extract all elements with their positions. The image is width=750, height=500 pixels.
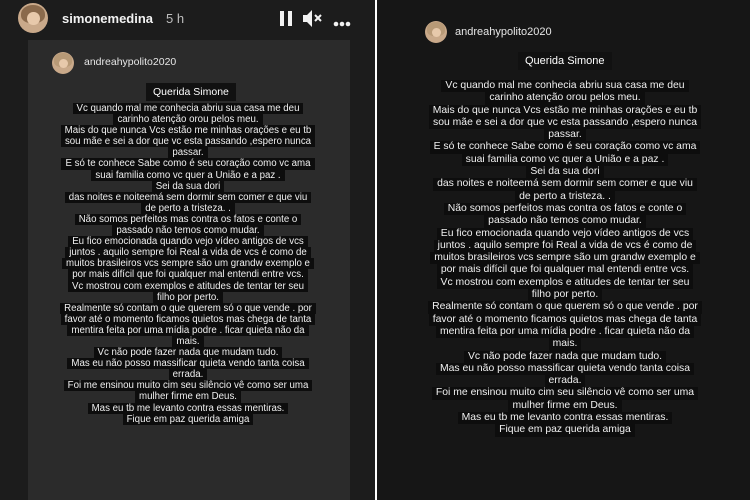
message-line: Mas eu tb me levanto contra essas mentiras.	[88, 403, 289, 414]
message-line: Realmente só contam o que querem só o que vende . por	[428, 301, 702, 313]
message-line: favor até o momento ficamos quietos mas chega de tanta	[61, 314, 316, 325]
message-line: mulher firme em Deus.	[508, 400, 621, 412]
message-line: mulher firme em Deus.	[135, 391, 241, 402]
message-line: sou mãe e sei a dor que vc esta passando ,espero nunca	[61, 136, 315, 147]
message-line: filho por perto.	[528, 289, 602, 301]
repost-handle[interactable]: andreahypolito2020	[455, 26, 552, 38]
message-line: E só te conhece Sabe como é seu coração como vc ama	[61, 158, 314, 169]
message-line: das noites e noiteemá sem dormir sem comer e que viu	[65, 192, 312, 203]
mute-icon[interactable]	[302, 9, 324, 28]
message-line: E só te conhece Sabe como é seu coração como vc ama	[430, 141, 701, 153]
message-line: passado não temos como mudar.	[112, 225, 263, 236]
story-username[interactable]: simonemedina	[62, 11, 154, 26]
story-time: 5 h	[166, 11, 185, 26]
message-line: passar.	[544, 129, 586, 141]
message-line: Eu fico emocionada quando vejo vídeo antigos de vcs	[437, 228, 693, 240]
message-line: juntos . aquilo sempre foi Real a vida de vcs é como de	[434, 240, 697, 252]
message-line: muitos brasileiros vcs sempre são um grandw exemplo e	[62, 258, 314, 269]
story-view-andreahypolito2020	[377, 0, 750, 500]
message-line: por mais difícil que foi qualquer mal entendi entre vcs.	[68, 269, 308, 280]
message-line: Sei da sua dori	[152, 181, 225, 192]
repost-avatar[interactable]	[425, 21, 447, 43]
message-line: Realmente só contam o que querem só o que vende . por	[60, 303, 316, 314]
message-line: de perto a tristeza. .	[515, 191, 615, 203]
message-line: juntos . aquilo sempre foi Real a vida de vcs é como de	[65, 247, 310, 258]
message-line: Foi me ensinou muito cim seu silêncio vê como ser uma	[432, 387, 698, 399]
message-line: carinho atenção orou pelos meu.	[485, 92, 644, 104]
note-title: Querida Simone	[518, 52, 612, 70]
more-icon[interactable]	[333, 14, 351, 20]
message-line: mentira feita por uma mídia podre . ficar quieta não da	[436, 326, 694, 338]
message-line: Mais do que nunca Vcs estão me minhas orações e eu tb	[429, 105, 702, 117]
message-line: Foi me ensinou muito cim seu silêncio vê como ser uma	[64, 380, 313, 391]
message-line: passar.	[168, 147, 207, 158]
message-line: Sei da sua dori	[526, 166, 603, 178]
story-header	[0, 0, 375, 38]
note-message	[395, 80, 735, 437]
message-line: Eu fico emocionada quando vejo vídeo antigos de vcs	[68, 236, 308, 247]
repost-avatar[interactable]	[52, 52, 74, 74]
repost-handle[interactable]: andreahypolito2020	[84, 56, 177, 68]
message-line: muitos brasileiros vcs sempre são um grandw exemplo e	[430, 252, 700, 264]
message-line: mentira feita por uma mídia podre . ficar quieta não da	[67, 325, 308, 336]
message-line: de perto a tristeza. .	[141, 203, 235, 214]
avatar[interactable]	[18, 3, 48, 33]
message-line: por mais difícil que foi qualquer mal entendi entre vcs.	[437, 264, 693, 276]
message-line: filho por perto.	[153, 292, 223, 303]
message-line: Não somos perfeitos mas contra os fatos e conte o	[444, 203, 687, 215]
message-line: sou mãe e sei a dor que vc esta passando ,espero nunca	[429, 117, 701, 129]
message-line: carinho atenção orou pelos meu.	[113, 114, 262, 125]
message-line: das noites e noiteemá sem dormir sem comer e que viu	[433, 178, 697, 190]
message-line: suai familia como vc quer a União e a paz .	[91, 170, 284, 181]
message-line: Fique em paz querida amiga	[123, 414, 254, 425]
message-line: Vc não pode fazer nada que mudam tudo.	[94, 347, 283, 358]
message-line: Mas eu não posso massificar quieta vendo tanta coisa	[436, 363, 694, 375]
message-line: Vc quando mal me conhecia abriu sua casa me deu	[73, 103, 304, 114]
message-line: mais.	[172, 336, 203, 347]
message-line: Mais do que nunca Vcs estão me minhas orações e eu tb	[61, 125, 316, 136]
message-line: Fique em paz querida amiga	[495, 424, 635, 436]
message-line: Mas eu tb me levanto contra essas mentiras.	[458, 412, 673, 424]
message-line: errada.	[169, 369, 208, 380]
message-line: errada.	[545, 375, 586, 387]
note-title: Querida Simone	[146, 83, 236, 101]
message-line: Vc quando mal me conhecia abriu sua casa me deu	[441, 80, 688, 92]
note-message	[30, 103, 346, 425]
message-line: favor até o momento ficamos quietos mas chega de tanta	[429, 314, 702, 326]
message-line: Vc não pode fazer nada que mudam tudo.	[464, 351, 666, 363]
message-line: passado não temos como mudar.	[484, 215, 646, 227]
message-line: Vc mostrou com exemplos e atitudes de tentar ter seu	[437, 277, 694, 289]
message-line: mais.	[549, 338, 582, 350]
message-line: suai familia como vc quer a União e a paz .	[462, 154, 669, 166]
message-line: Vc mostrou com exemplos e atitudes de tentar ter seu	[68, 281, 308, 292]
pause-icon[interactable]	[279, 10, 293, 27]
message-line: Mas eu não posso massificar quieta vendo tanta coisa	[67, 358, 308, 369]
message-line: Não somos perfeitos mas contra os fatos e conte o	[75, 214, 302, 225]
